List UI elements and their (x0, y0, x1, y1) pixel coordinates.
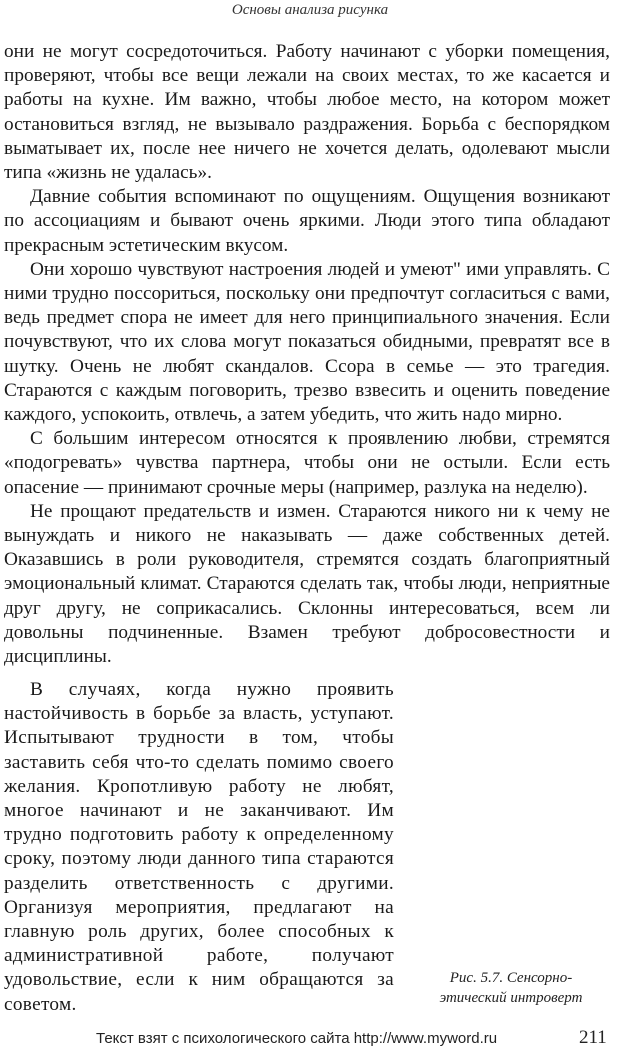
source-notice: Текст взят с психологического сайта http://www.myword.ru (96, 1030, 498, 1047)
paragraph: они не могут сосредоточиться. Работу начинают с уборки помещения, проверяют, чтобы все вещи лежали на своих местах, то же касается и работы на кухне. Им важно, чтобы любое место, на котором может остановиться взгляд, не вызывало раздражения. Борьба с беспорядком выматывает их, после нее ничего не хочется делать, одолевают мысли типа «жизнь не удалась». (4, 41, 610, 184)
paragraph: Они хорошо чувствуют настроения людей и умеют" ими управлять. С ними трудно поссориться, поскольку они предпочтут согласиться с вами, ведь предмет спора не имеет для него принципиального значения. Если почувствуют, что их слова могут показаться обидными, превратят все в шутку. Очень не любят скандалов. Ссора в семье — это трагедия. Стараются с каждым поговорить, трезво взвесить и оценить поведение каждого, успокоить, отвлечь, а затем убедить, что жить надо мирно. (4, 258, 610, 426)
paragraph: В случаях, когда нужно проявить настойчивость в борьбе за власть, уступают. Испытывают трудности в том, чтобы заставить себя что-то сделать помимо своего желания. Кропотливую работу не любят, многое начинают и не заканчивают. Им трудно подготовить работу к определенному сроку, поэтому люди данного типа стараются разделить ответственность с другими. Организуя мероприятия, предлагают на главную роль других, более способных к административной работе, получают удовольствие, если к ним обращаются за советом. (4, 679, 394, 1015)
page-number: 211 (579, 1027, 607, 1048)
paragraph: С большим интересом относятся к проявлению любви, стремятся «подогревать» чувства партнера, чтобы они не остыли. Если есть опасение — принимают срочные меры (например, разлука на неделю). (4, 428, 610, 498)
main-text-column (4, 40, 610, 669)
figure-caption (408, 968, 614, 1008)
narrow-text-column (4, 678, 394, 1017)
running-header: Основы анализа рисунка (231, 2, 389, 18)
paragraph: Давние события вспоминают по ощущениям. Ощущения возникают по ассоциациям и бывают очень яркими. Люди этого типа обладают прекрасным эстетическим вкусом. (4, 186, 610, 256)
figure-caption-line: Рис. 5.7. Сенсорно- (449, 970, 573, 986)
paragraph: Не прощают предательств и измен. Стараются никого ни к чему не вынуждать и никого не наказывать — даже собственных детей. Оказавшись в роли руководителя, стремятся создать благоприятный эмоциональный климат. Стараются сделать так, чтобы люди, неприятные друг другу, не соприкасались. Склонны интересоваться, всем ли довольны подчиненные. Взамен требуют добросовестности и дисциплины. (4, 500, 610, 668)
figure-caption-line: этический интроверт (439, 990, 583, 1006)
